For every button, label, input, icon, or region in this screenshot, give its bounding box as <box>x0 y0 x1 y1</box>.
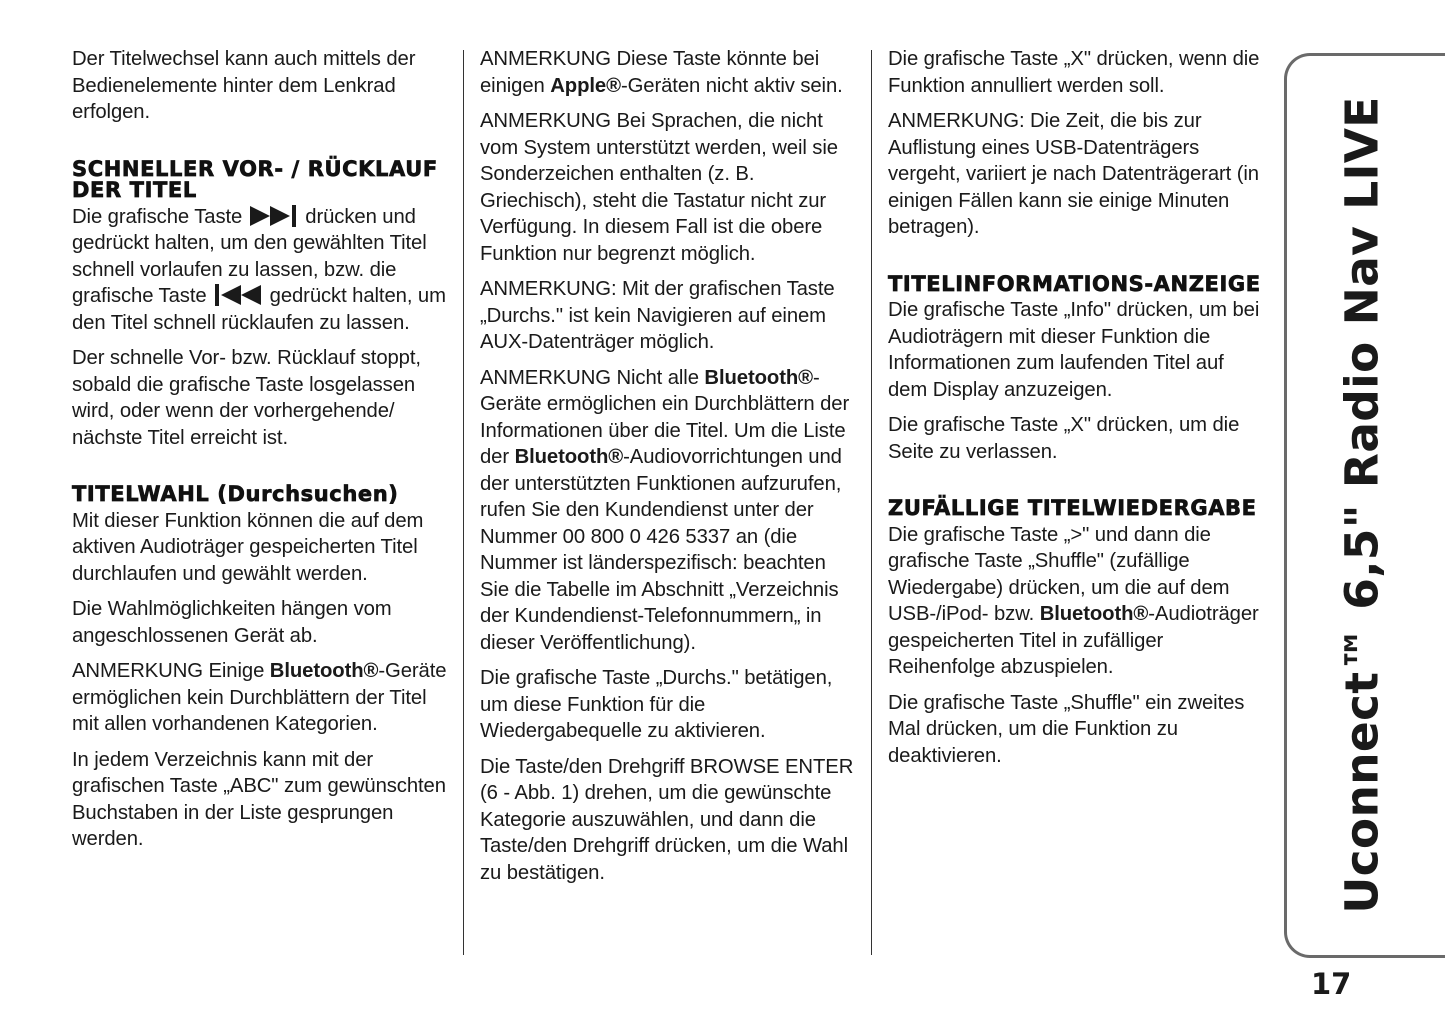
paragraph-select-2: Die Wahlmöglichkeiten hängen vom angeschlossenen Gerät ab. <box>72 598 392 647</box>
fast-forward-icon <box>248 205 300 227</box>
paragraph-shuffle-off: Die grafische Taste „Shuffle" ein zweites Mal drücken, um die Funktion zu deaktivieren. <box>888 691 1245 767</box>
note-apple: ANMERKUNG Diese Taste könnte bei einigen Apple®-Geräten nicht aktiv sein. <box>480 48 843 97</box>
note-languages: ANMERKUNG Bei Sprachen, die nicht vom System unterstützt werden, weil sie Sonderzeichen enthalten (z. B. Griechisch), steht die Tastatur nicht zur Verfügung. In diesem Fall ist die obere Funktion nur begrenzt möglich. <box>480 110 838 265</box>
paragraph-info: Die grafische Taste „Info" drücken, um bei Audioträgern mit dieser Funktion die Informationen zum laufenden Titel auf dem Display anzuzeigen. <box>888 299 1260 401</box>
column-2 <box>480 46 858 895</box>
paragraph-fast-forward: Die grafische Taste drücken und gedrückt halten, um den gewählten Titel schnell vorlaufen zu lassen, bzw. die grafische Taste gedrückt halten, um den Titel schnell rücklaufen zu lassen. <box>72 205 446 334</box>
paragraph-cancel: Die grafische Taste „X" drücken, wenn die Funktion annulliert werden soll. <box>888 48 1260 97</box>
note-usb-time: ANMERKUNG: Die Zeit, die bis zur Auflistung eines USB-Datenträgers vergeht, variiert je nach Datenträgerart (in einigen Fällen kann sie einige Minuten betragen). <box>888 110 1259 238</box>
paragraph-durchs: Die grafische Taste „Durchs." betätigen, um diese Funktion für die Wiedergabequelle zu aktivieren. <box>480 667 833 742</box>
rewind-icon <box>212 284 264 306</box>
paragraph-shuffle: Die grafische Taste „>" und dann die grafische Taste „Shuffle" (zufällige Wiedergabe) drücken, um die auf dem USB-/iPod- bzw. Bluetooth®-Audioträger gespeicherten Titel in zufälliger Reihenfolge abzuspielen. <box>888 523 1259 678</box>
column-1 <box>72 46 447 862</box>
note-aux: ANMERKUNG: Mit der grafischen Taste „Durchs." ist kein Navigieren auf einem AUX-Datenträger möglich. <box>480 278 835 353</box>
note-bluetooth-browse: ANMERKUNG Einige Bluetooth®-Geräte ermöglichen kein Durchblättern der Titel mit allen vorhandenen Kategorien. <box>72 660 447 735</box>
heading-title-select: TITELWAHL (Durchsuchen) <box>72 482 399 506</box>
column-divider <box>871 50 872 955</box>
paragraph-select-1: Mit dieser Funktion können die auf dem aktiven Audioträger gespeicherten Titel durchlaufen und gewählt werden. <box>72 509 424 585</box>
note-bluetooth-info: ANMERKUNG Nicht alle Bluetooth®-Geräte ermöglichen ein Durchblättern der Informationen über die Titel. Um die Liste der Bluetooth®-Audiovorrichtungen und der unterstützten Funktionen aufzurufen, rufen Sie den Kundendienst unter der Nummer 00 800 0 426 5337 an (die Nummer ist länderspezifisch: beachten Sie die Tabelle im Abschnitt „Verzeichnis der Kundendienst-Telefonnummern„ in dieser Veröffentlichung). <box>480 366 850 654</box>
paragraph-exit: Die grafische Taste „X" drücken, um die Seite zu verlassen. <box>888 414 1240 463</box>
paragraph-title-change: Der Titelwechsel kann auch mittels der Bedienelemente hinter dem Lenkrad erfolgen. <box>72 48 416 123</box>
page-number: 17 <box>1311 967 1352 1001</box>
paragraph-stop: Der schnelle Vor- bzw. Rücklauf stoppt, sobald die grafische Taste losgelassen wird, oder wenn der vorhergehende/ nächste Titel erreicht ist. <box>72 347 421 449</box>
column-divider <box>463 50 464 955</box>
heading-shuffle: ZUFÄLLIGE TITELWIEDERGABE <box>888 496 1257 520</box>
heading-fast-forward-rewind: SCHNELLER VOR- / RÜCKLAUF DER TITEL <box>72 156 438 202</box>
column-3 <box>888 46 1268 778</box>
paragraph-abc: In jedem Verzeichnis kann mit der grafischen Taste „ABC" zum gewünschten Buchstaben in der Liste gesprungen werden. <box>72 748 446 850</box>
paragraph-browse: Die Taste/den Drehgriff BROWSE ENTER (6 - Abb. 1) drehen, um die gewünschte Kategorie auszuwählen, und dann die Taste/den Drehgriff drücken, um die Wahl zu bestätigen. <box>480 755 854 884</box>
heading-title-info: TITELINFORMATIONS-ANZEIGE <box>888 271 1261 296</box>
